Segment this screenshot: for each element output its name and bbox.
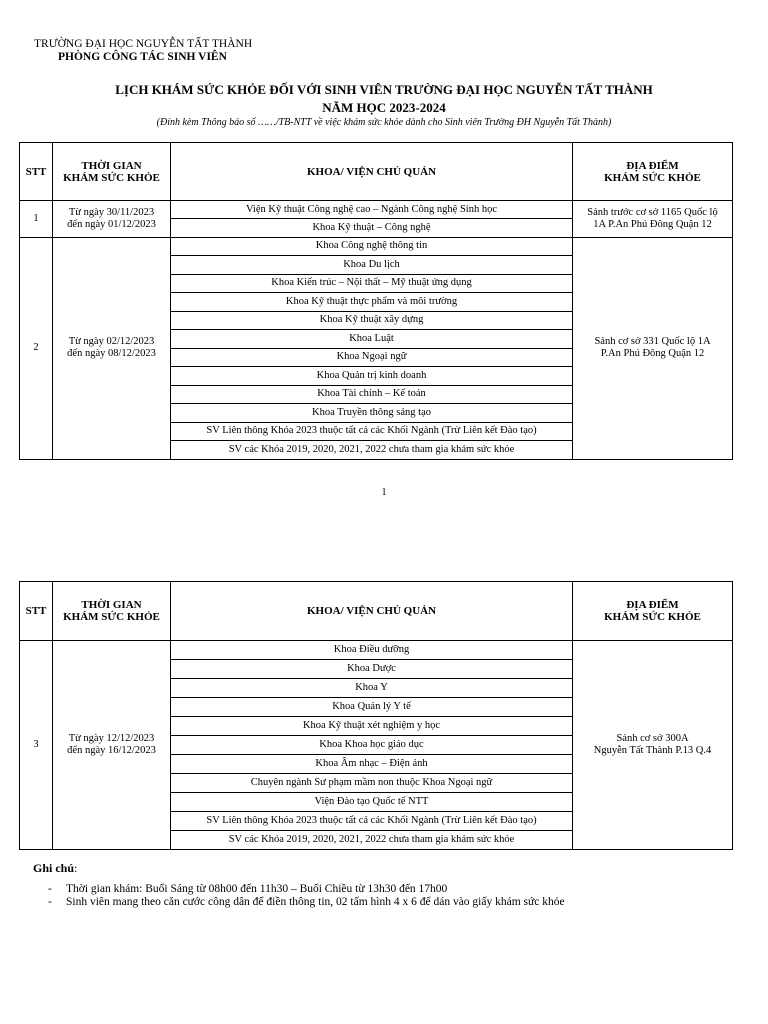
org-name: TRƯỜNG ĐẠI HỌC NGUYỄN TẤT THÀNH bbox=[34, 38, 253, 50]
table-header-row bbox=[20, 582, 733, 641]
faculty-cell: Khoa Luật bbox=[171, 330, 573, 349]
faculty-cell: SV Liên thông Khóa 2023 thuộc tất cả các Khối Ngành (Trừ Liên kết Đào tạo) bbox=[171, 422, 573, 441]
table-row bbox=[20, 237, 733, 256]
faculty-cell: Khoa Khoa học giáo dục bbox=[171, 736, 573, 755]
row-stt: 1 bbox=[20, 201, 53, 238]
faculty-cell: Khoa Kỹ thuật xét nghiệm y học bbox=[171, 717, 573, 736]
faculty-cell: Khoa Kỹ thuật xây dựng bbox=[171, 311, 573, 330]
faculty-cell: Khoa Công nghệ thông tin bbox=[171, 237, 573, 256]
faculty-cell: Khoa Quản trị kinh doanh bbox=[171, 367, 573, 386]
faculty-cell: SV các Khóa 2019, 2020, 2021, 2022 chưa tham gia khám sức khỏe bbox=[171, 831, 573, 850]
row-location: Sảnh cơ sở 300A Nguyễn Tất Thành P.13 Q.4 bbox=[573, 641, 733, 850]
faculty-cell: Viện Đào tạo Quốc tế NTT bbox=[171, 793, 573, 812]
document-subtitle: (Đính kèm Thông báo số ……/TB-NTT về việc khám sức khỏe dành cho Sinh viên Trường ĐH Nguyễn Tất Thành) bbox=[156, 117, 612, 128]
table-row bbox=[20, 641, 733, 660]
row-stt: 2 bbox=[20, 237, 53, 459]
faculty-cell: Khoa Tài chính – Kế toán bbox=[171, 385, 573, 404]
list-item: - Thời gian khám: Buổi Sáng từ 08h00 đến 11h30 – Buổi Chiều từ 13h30 đến 17h00 bbox=[48, 883, 448, 895]
header-stt: STT bbox=[20, 143, 53, 201]
faculty-cell: Viện Kỹ thuật Công nghệ cao – Ngành Công nghệ Sinh học bbox=[171, 201, 573, 219]
faculty-cell: SV các Khóa 2019, 2020, 2021, 2022 chưa tham gia khám sức khỏe bbox=[171, 441, 573, 460]
header-faculty: KHOA/ VIỆN CHỦ QUẢN bbox=[171, 582, 573, 641]
faculty-cell: Khoa Điều dưỡng bbox=[171, 641, 573, 660]
notes-list bbox=[48, 883, 565, 909]
faculty-cell: Khoa Du lịch bbox=[171, 256, 573, 275]
header-location: ĐỊA ĐIỂM KHÁM SỨC KHỎE bbox=[573, 143, 733, 201]
faculty-cell: Khoa Ngoại ngữ bbox=[171, 348, 573, 367]
header-faculty: KHOA/ VIỆN CHỦ QUẢN bbox=[171, 143, 573, 201]
faculty-cell: Chuyên ngành Sư phạm mầm non thuộc Khoa Ngoại ngữ bbox=[171, 774, 573, 793]
header-time: THỜI GIAN KHÁM SỨC KHỎE bbox=[53, 582, 171, 641]
academic-year: NĂM HỌC 2023-2024 bbox=[322, 100, 446, 115]
list-item: - Sinh viên mang theo căn cước công dân để điền thông tin, 02 tấm hình 4 x 6 để dán vào giấy khám sức khỏe bbox=[48, 896, 565, 908]
notes-heading: Ghi chú: bbox=[33, 861, 78, 875]
faculty-cell: Khoa Kiến trúc – Nội thất – Mỹ thuật ứng dụng bbox=[171, 274, 573, 293]
faculty-cell: Khoa Quản lý Y tế bbox=[171, 698, 573, 717]
table-header-row bbox=[20, 143, 733, 201]
faculty-cell: SV Liên thông Khóa 2023 thuộc tất cả các Khối Ngành (Trừ Liên kết Đào tạo) bbox=[171, 812, 573, 831]
row-location: Sảnh trước cơ sở 1165 Quốc lộ 1A P.An Phú Đông Quận 12 bbox=[573, 201, 733, 238]
faculty-cell: Khoa Truyền thông sáng tạo bbox=[171, 404, 573, 423]
faculty-cell: Khoa Dược bbox=[171, 660, 573, 679]
row-time: Từ ngày 30/11/2023 đến ngày 01/12/2023 bbox=[53, 201, 171, 238]
faculty-cell: Khoa Âm nhạc – Điện ảnh bbox=[171, 755, 573, 774]
row-time: Từ ngày 12/12/2023 đến ngày 16/12/2023 bbox=[53, 641, 171, 850]
header-time: THỜI GIAN KHÁM SỨC KHỎE bbox=[53, 143, 171, 201]
table-row bbox=[20, 201, 733, 219]
header-location: ĐỊA ĐIỂM KHÁM SỨC KHỎE bbox=[573, 582, 733, 641]
row-location: Sảnh cơ sở 331 Quốc lộ 1A P.An Phú Đông Quận 12 bbox=[573, 237, 733, 459]
faculty-cell: Khoa Kỹ thuật thực phẩm và môi trường bbox=[171, 293, 573, 312]
row-time: Từ ngày 02/12/2023 đến ngày 08/12/2023 bbox=[53, 237, 171, 459]
faculty-cell: Khoa Y bbox=[171, 679, 573, 698]
row-stt: 3 bbox=[20, 641, 53, 850]
faculty-cell: Khoa Kỹ thuật – Công nghệ bbox=[171, 219, 573, 238]
document-title: LỊCH KHÁM SỨC KHỎE ĐỐI VỚI SINH VIÊN TRƯỜNG ĐẠI HỌC NGUYỄN TẤT THÀNH bbox=[115, 82, 653, 97]
schedule-table-page2 bbox=[19, 581, 733, 850]
schedule-table-page1 bbox=[19, 142, 733, 460]
header-stt: STT bbox=[20, 582, 53, 641]
department-name: PHÒNG CÔNG TÁC SINH VIÊN bbox=[58, 51, 227, 63]
page-number: 1 bbox=[381, 487, 387, 498]
